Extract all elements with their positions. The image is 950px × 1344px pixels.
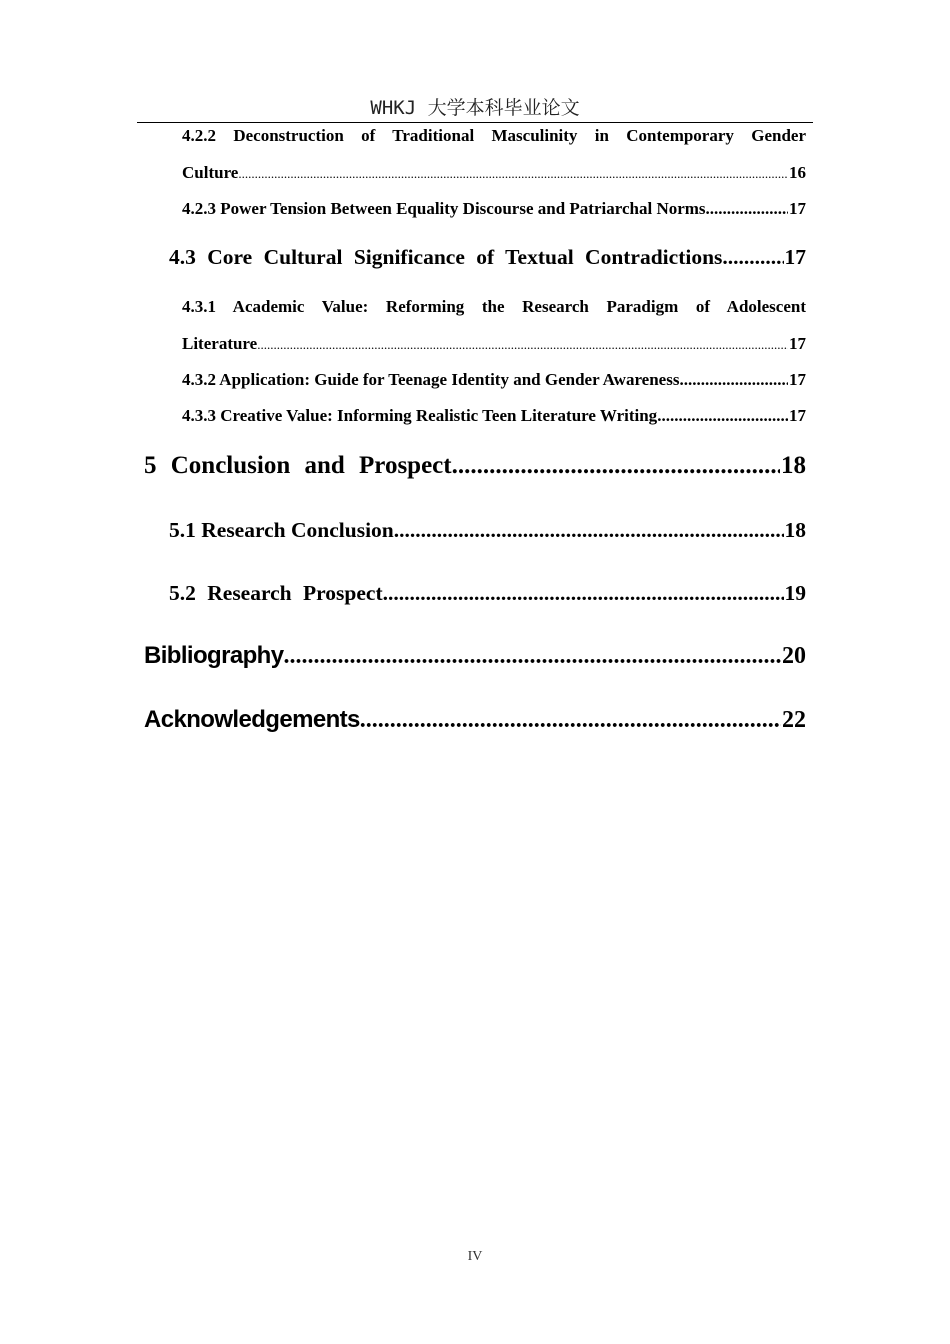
toc-leader-dots: [452, 450, 780, 482]
toc-entry-title: 4.3 Core Cultural Significance of Textual Contradictions: [169, 245, 723, 269]
toc-entry-4-2-3[interactable]: [182, 198, 806, 220]
toc-entry-4-2-2[interactable]: [182, 162, 806, 185]
toc-page-number: 18: [781, 452, 806, 479]
toc-entry-title: Bibliography: [144, 642, 284, 669]
toc-leader-dots: [394, 516, 784, 544]
toc-leader-dots: [657, 405, 788, 427]
toc-entry-5-2[interactable]: [169, 579, 806, 607]
toc-entry-title: 5 Conclusion and Prospect: [144, 452, 452, 479]
toc-entry-title: 4.3.2 Application: Guide for Teenage Identity and Gender Awareness: [182, 370, 680, 389]
toc-entry-4-3-3[interactable]: [182, 405, 806, 427]
toc-entry-title: Acknowledgements: [144, 706, 360, 733]
toc-entry-acknowledgements[interactable]: [144, 705, 806, 735]
toc-entry-4-3[interactable]: [169, 243, 806, 271]
toc-entry-4-3-1[interactable]: [182, 333, 806, 356]
toc-entry-4-3-2[interactable]: [182, 369, 806, 391]
toc-entry-4-2-2-line1[interactable]: 4.2.2 Deconstruction of Traditional Masculinity in Contemporary Gender: [182, 126, 806, 145]
toc-leader-dots: [679, 369, 788, 391]
running-header: [137, 96, 813, 123]
toc-leader-dots: [722, 243, 783, 271]
page-number: IV: [467, 1249, 483, 1264]
toc-entry-title: Literature: [182, 334, 258, 353]
toc-page-number: 22: [782, 707, 806, 733]
toc-page-number: 17: [789, 370, 806, 389]
toc-page-number: 17: [789, 406, 806, 425]
toc-page-number: 17: [784, 245, 806, 269]
toc-page-number: 17: [789, 334, 806, 353]
toc-page-number: 18: [784, 518, 806, 542]
toc-entry-title: 5.1 Research Conclusion: [169, 518, 394, 542]
toc-leader-dots: [383, 579, 784, 607]
toc-leader-dots: [257, 334, 788, 356]
toc-entry-5[interactable]: [144, 450, 806, 482]
toc-entry-4-3-1-line1[interactable]: 4.3.1 Academic Value: Reforming the Research Paradigm of Adolescent: [182, 297, 806, 316]
toc-page-number: 19: [784, 581, 806, 605]
toc-entry-title: Culture: [182, 163, 239, 182]
toc-leader-dots: [706, 198, 788, 220]
toc-entry-title: 4.3.3 Creative Value: Informing Realistic Teen Literature Writing: [182, 406, 658, 425]
header-title: WHKJ 大学本科毕业论文: [370, 97, 580, 119]
toc-leader-dots: [238, 163, 788, 185]
toc-entry-title: 5.2 Research Prospect: [169, 581, 383, 605]
toc-entry-bibliography[interactable]: [144, 641, 806, 671]
toc-leader-dots: [283, 641, 781, 671]
toc-entry-5-1[interactable]: [169, 516, 806, 544]
toc-entry-title: 4.2.3 Power Tension Between Equality Discourse and Patriarchal Norms: [182, 199, 706, 218]
toc-leader-dots: [360, 705, 781, 735]
toc-page-number: 16: [789, 163, 806, 182]
toc-page-number: 17: [789, 199, 806, 218]
toc-page-number: 20: [782, 643, 806, 669]
